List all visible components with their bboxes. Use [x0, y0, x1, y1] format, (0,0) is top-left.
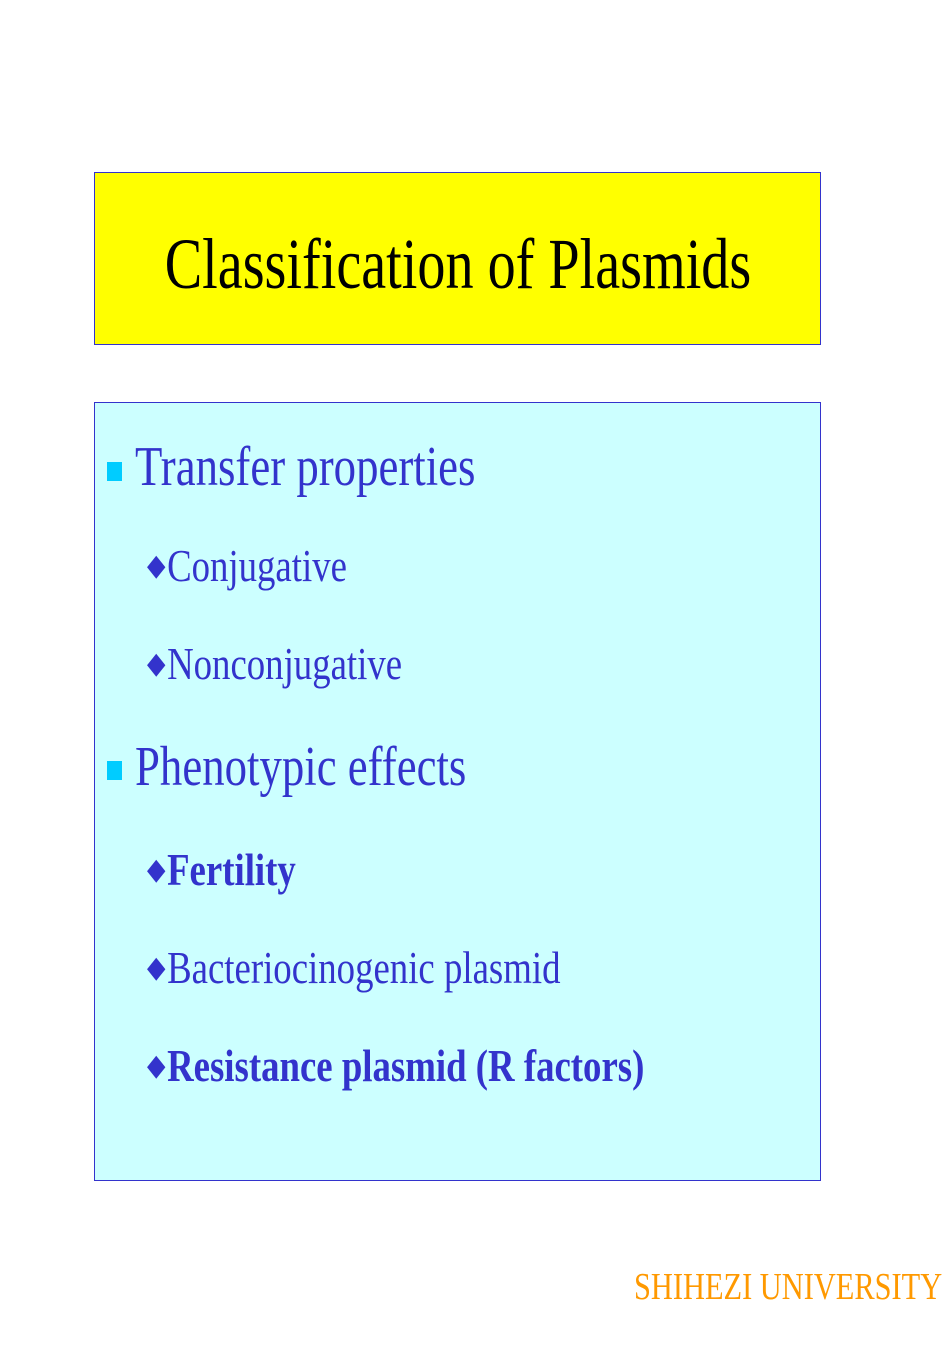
slide-content-box [94, 402, 821, 1181]
square-bullet-icon [107, 761, 122, 780]
diamond-bullet-icon: ◆ [147, 1049, 166, 1082]
diamond-bullet-icon: ◆ [147, 647, 166, 680]
footer-university-name: SHIHEZI UNIVERSITY [634, 1266, 943, 1308]
bullet-item-conjugative: ◆Conjugative [147, 540, 347, 591]
bullet-item-resistance-plasmid: ◆Resistance plasmid (R factors) [147, 1040, 645, 1091]
diamond-bullet-icon: ◆ [147, 951, 166, 984]
slide-title-box [94, 172, 821, 345]
bullet-item-nonconjugative: ◆Nonconjugative [147, 638, 403, 689]
bullet-item-bacteriocinogenic-plasmid: ◆Bacteriocinogenic plasmid [147, 942, 561, 993]
diamond-bullet-icon: ◆ [147, 853, 166, 886]
slide-title: Classification of Plasmids [164, 223, 751, 304]
diamond-bullet-icon: ◆ [147, 549, 166, 582]
bullet-item-transfer-properties: Transfer properties [135, 436, 476, 498]
square-bullet-icon [107, 462, 122, 481]
bullet-item-fertility: ◆Fertility [147, 844, 296, 895]
bullet-item-phenotypic-effects: Phenotypic effects [135, 736, 467, 798]
